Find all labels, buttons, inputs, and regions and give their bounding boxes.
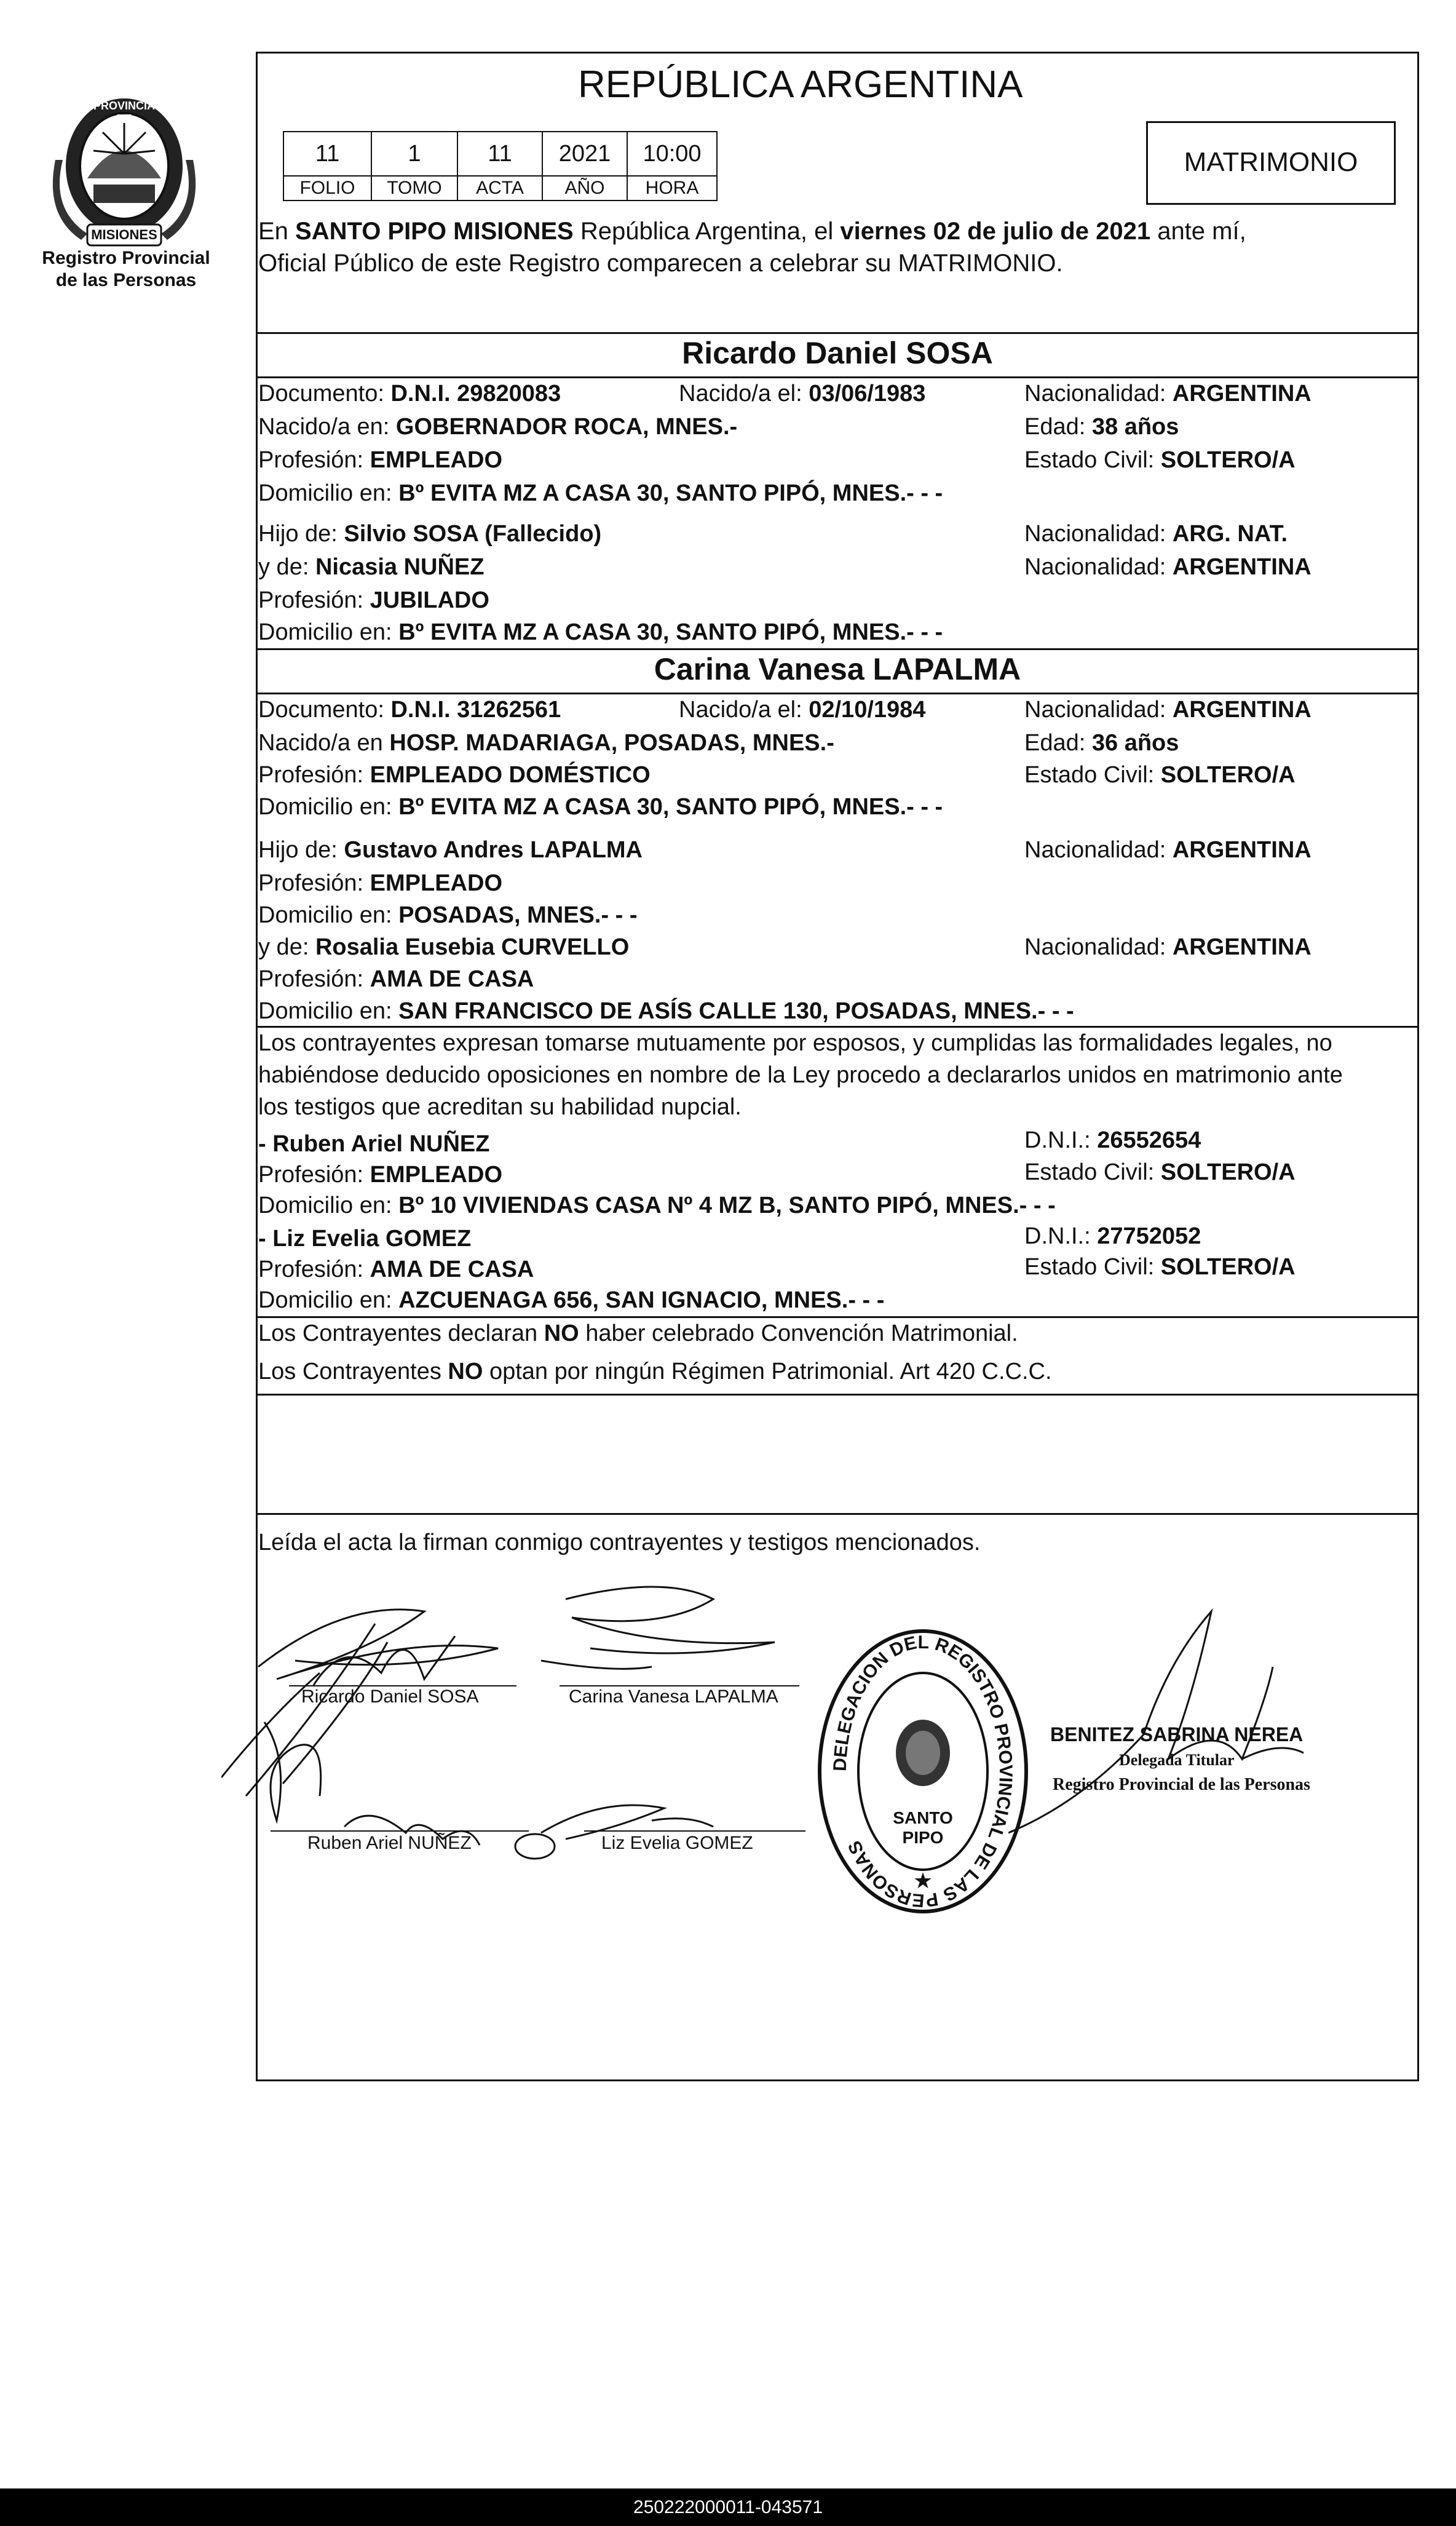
addr-label: Domicilio en:	[258, 998, 399, 1024]
prof-label: Profesión:	[258, 966, 370, 992]
prof-label: Profesión:	[258, 1257, 370, 1282]
age-label: Edad:	[1024, 414, 1092, 440]
born-label: Nacido/a el:	[679, 381, 809, 407]
addr-value: Bº EVITA MZ A CASA 30, SANTO PIPÓ, MNES.- - -	[398, 794, 943, 820]
civil-value: SOLTERO/A	[1160, 447, 1296, 473]
act-type-box	[1146, 121, 1396, 205]
prof-value: EMPLEADO	[370, 447, 503, 473]
spouse2-name: Carina Vanesa LAPALMA	[654, 652, 1021, 686]
prof-value: JUBILADO	[370, 587, 489, 613]
spouse1-father-nat	[1024, 519, 1288, 549]
seal-center-text: SANTO PIPO	[893, 1808, 953, 1847]
acta-label: ACTA	[476, 178, 524, 198]
spouse2-doc	[258, 695, 561, 725]
witness1-civil	[1024, 1158, 1296, 1187]
prof-value: AMA DE CASA	[370, 1257, 534, 1282]
place-value: GOBERNADOR ROCA, MNES.-	[395, 414, 738, 440]
spouse1-father	[258, 519, 601, 549]
intro-date: viernes 02 de julio de 2021	[840, 218, 1151, 245]
signature-line	[271, 1830, 529, 1832]
civil-label: Estado Civil:	[1024, 1159, 1161, 1185]
official-name: BENITEZ SABRINA NEREA	[1050, 1723, 1304, 1746]
witness1-dni	[1024, 1126, 1201, 1155]
addr-value: Bº EVITA MZ A CASA 30, SANTO PIPÓ, MNES.- - -	[398, 619, 943, 645]
age-value: 38 años	[1091, 414, 1179, 440]
spouse2-father-nat	[1024, 835, 1312, 865]
tomo-label: TOMO	[387, 178, 442, 198]
prof-label: Profesión:	[258, 587, 370, 613]
logo-bottom-text: MISIONES	[91, 227, 157, 242]
addr-value: POSADAS, MNES.- - -	[398, 902, 638, 928]
folio-value: 11	[315, 141, 340, 167]
regime-line2	[258, 1357, 1052, 1386]
spouse2-nat	[1024, 695, 1312, 725]
tomo-value: 1	[408, 141, 421, 167]
logo-caption-line2: de las Personas	[55, 270, 197, 290]
addr-value: Bº 10 VIVIENDAS CASA Nº 4 MZ B, SANTO PIPÓ, MNES.- - -	[398, 1193, 1056, 1218]
spouse2-father	[258, 835, 643, 865]
divider	[256, 1316, 1419, 1318]
regime-text: haber celebrado Convención Matrimonial.	[579, 1321, 1018, 1346]
spouse2-mother-addr	[258, 996, 1074, 1026]
nat-label: Nacionalidad:	[1024, 554, 1173, 580]
nat-label: Nacionalidad:	[1024, 381, 1173, 407]
regime-no: NO	[544, 1321, 579, 1346]
spouse2-age	[1024, 728, 1179, 758]
father-label: Hijo de:	[258, 837, 344, 863]
civil-label: Estado Civil:	[1024, 1254, 1161, 1280]
declaration-line3: los testigos que acreditan su habilidad nupcial.	[258, 1094, 742, 1120]
age-label: Edad:	[1024, 730, 1092, 756]
addr-value: SAN FRANCISCO DE ASÍS CALLE 130, POSADAS, MNES.- - -	[398, 998, 1074, 1024]
logo-ring-text: PROVINCIA DE	[93, 100, 155, 125]
divider	[256, 1513, 1419, 1515]
civil-value: SOLTERO/A	[1160, 1159, 1296, 1185]
witness2-prof	[258, 1255, 534, 1284]
official-office: Registro Provincial de las Personas	[1053, 1775, 1310, 1794]
intro-text-a: En	[258, 218, 296, 245]
regime-no: NO	[448, 1359, 483, 1384]
dni-label: D.N.I.:	[1024, 1127, 1098, 1153]
civil-value: SOLTERO/A	[1160, 1254, 1296, 1280]
spouse1-mother-nat	[1024, 552, 1312, 582]
father-label: Hijo de:	[258, 521, 344, 547]
place-label: Nacido/a en	[258, 730, 390, 756]
born-label: Nacido/a el:	[679, 697, 809, 723]
born-value: 02/10/1984	[809, 697, 926, 723]
divider	[256, 693, 1419, 694]
mother-value: Rosalia Eusebia CURVELLO	[315, 934, 630, 960]
addr-value: Bº EVITA MZ A CASA 30, SANTO PIPÓ, MNES.- - -	[398, 480, 943, 506]
nat-value: ARGENTINA	[1172, 934, 1312, 960]
prof-value: EMPLEADO	[370, 1162, 503, 1188]
spouse2-addr	[258, 792, 943, 822]
prof-value: EMPLEADO	[370, 870, 503, 896]
witness2-dni	[1024, 1221, 1201, 1251]
doc-value: D.N.I. 31262561	[390, 697, 561, 723]
prof-value: EMPLEADO DOMÉSTICO	[370, 762, 651, 788]
signature-label-witness1: Ruben Ariel NUÑEZ	[307, 1833, 472, 1853]
doc-label: Documento:	[258, 697, 391, 723]
nat-label: Nacionalidad:	[1024, 837, 1173, 863]
registry-seal	[809, 1624, 1037, 1919]
addr-label: Domicilio en:	[258, 480, 399, 506]
spouse2-civil	[1024, 760, 1296, 790]
father-value: Silvio SOSA (Fallecido)	[344, 521, 602, 547]
prof-label: Profesión:	[258, 870, 370, 896]
doc-value: D.N.I. 29820083	[390, 381, 561, 407]
civil-value: SOLTERO/A	[1160, 762, 1296, 788]
dni-value: 26552654	[1097, 1127, 1201, 1153]
nat-label: Nacionalidad:	[1024, 934, 1173, 960]
spouse1-doc	[258, 379, 561, 408]
dni-label: D.N.I.:	[1024, 1223, 1098, 1249]
intro-line1	[258, 216, 1246, 246]
doc-label: Documento:	[258, 381, 391, 407]
divider	[256, 376, 1419, 378]
nat-value: ARGENTINA	[1172, 554, 1312, 580]
anio-value: 2021	[558, 141, 611, 167]
prof-label: Profesión:	[258, 447, 370, 473]
divider	[256, 1026, 1419, 1028]
spouse2-mother	[258, 932, 629, 962]
spouse1-civil	[1024, 445, 1296, 475]
spouse1-born	[679, 379, 925, 408]
addr-value: AZCUENAGA 656, SAN IGNACIO, MNES.- - -	[398, 1287, 885, 1313]
addr-label: Domicilio en:	[258, 902, 399, 928]
official-role: Delegada Titular	[1119, 1751, 1235, 1769]
spouse1-parent-addr	[258, 618, 943, 647]
acta-value: 11	[488, 141, 512, 167]
spouse2-father-prof	[258, 868, 502, 898]
signature-label-witness2: Liz Evelia GOMEZ	[601, 1833, 753, 1853]
anio-label: AÑO	[564, 178, 605, 198]
witness2-civil	[1024, 1252, 1296, 1282]
father-value: Gustavo Andres LAPALMA	[344, 837, 643, 863]
spouse2-mother-nat	[1024, 932, 1312, 962]
nat-value: ARGENTINA	[1172, 837, 1312, 863]
witness2-addr	[258, 1285, 884, 1315]
page-title: REPÚBLICA ARGENTINA	[578, 63, 1023, 106]
spouse1-parent-prof	[258, 586, 489, 615]
addr-label: Domicilio en:	[258, 794, 399, 820]
spouse2-mother-prof	[258, 964, 534, 994]
age-value: 36 años	[1091, 730, 1179, 756]
nat-label: Nacionalidad:	[1024, 521, 1173, 547]
spouse1-place	[258, 412, 737, 442]
regime-text: Los Contrayentes	[258, 1359, 448, 1384]
declaration-line1: Los contrayentes expresan tomarse mutuamente por esposos, y cumplidas las formalidades legales, no	[258, 1030, 1332, 1056]
prof-label: Profesión:	[258, 1162, 370, 1188]
svg-text:★: ★	[912, 1868, 933, 1893]
intro-place: SANTO PIPO MISIONES	[295, 218, 574, 245]
nat-value: ARG. NAT.	[1172, 521, 1288, 547]
signature-label-spouse1: Ricardo Daniel SOSA	[301, 1686, 479, 1707]
witness1-name: - Ruben Ariel NUÑEZ	[258, 1131, 490, 1157]
nat-value: ARGENTINA	[1172, 381, 1312, 407]
intro-line2: Oficial Público de este Registro comparecen a celebrar su MATRIMONIO.	[258, 250, 1063, 277]
logo-caption-line1: Registro Provincial	[42, 248, 210, 268]
nat-value: ARGENTINA	[1172, 697, 1312, 723]
spouse2-place	[258, 728, 834, 758]
act-type-label: MATRIMONIO	[1184, 147, 1358, 177]
prof-label: Profesión:	[258, 762, 370, 788]
spouse1-age	[1024, 412, 1179, 442]
witness1-addr	[258, 1191, 1056, 1220]
intro-text-c: ante mí,	[1150, 218, 1246, 245]
place-value: HOSP. MADARIAGA, POSADAS, MNES.-	[389, 730, 834, 756]
signature-line	[584, 1830, 805, 1832]
declaration-line2: habiéndose deducido oposiciones en nombre de la Ley procedo a declararlos unidos en matrimonio ante	[258, 1062, 1343, 1088]
province-logo	[44, 86, 204, 252]
mother-value: Nicasia NUÑEZ	[315, 554, 485, 580]
place-label: Nacido/a en:	[258, 414, 396, 440]
mother-label: y de:	[258, 554, 315, 580]
folio-label: FOLIO	[299, 178, 355, 198]
spouse2-prof	[258, 760, 651, 790]
hora-label: HORA	[645, 178, 699, 198]
witness1-prof	[258, 1160, 502, 1190]
addr-label: Domicilio en:	[258, 1193, 399, 1218]
closing-text: Leída el acta la firman conmigo contrayentes y testigos mencionados.	[258, 1530, 981, 1555]
regime-text: Los Contrayentes declaran	[258, 1321, 544, 1346]
spouse1-prof	[258, 445, 502, 475]
addr-label: Domicilio en:	[258, 619, 399, 645]
mother-label: y de:	[258, 934, 315, 960]
witness2-name: - Liz Evelia GOMEZ	[258, 1226, 472, 1252]
regime-line1	[258, 1319, 1018, 1348]
addr-label: Domicilio en:	[258, 1287, 399, 1313]
spouse2-father-addr	[258, 900, 638, 930]
signature-label-spouse2: Carina Vanesa LAPALMA	[569, 1686, 778, 1707]
civil-label: Estado Civil:	[1024, 447, 1161, 473]
footer-code: 250222000011-043571	[0, 2488, 1456, 2526]
intro-text-b: República Argentina, el	[573, 218, 841, 245]
divider	[256, 1394, 1419, 1396]
dni-value: 27752052	[1097, 1223, 1201, 1249]
spouse1-nat	[1024, 379, 1312, 408]
nat-label: Nacionalidad:	[1024, 697, 1173, 723]
born-value: 03/06/1983	[809, 381, 926, 407]
civil-label: Estado Civil:	[1024, 762, 1161, 788]
spouse1-name: Ricardo Daniel SOSA	[682, 336, 993, 370]
hora-value: 10:00	[643, 141, 702, 167]
spouse1-addr	[258, 479, 943, 508]
spouse2-born	[679, 695, 925, 725]
spouse1-mother	[258, 552, 485, 582]
prof-value: AMA DE CASA	[370, 966, 534, 992]
regime-text: optan por ningún Régimen Patrimonial. Art 420 C.C.C.	[483, 1359, 1052, 1384]
seal-ring-text: DELEGACION DEL REGISTRO PROVINCIAL DE LAS PERSONAS	[829, 1632, 1016, 1911]
